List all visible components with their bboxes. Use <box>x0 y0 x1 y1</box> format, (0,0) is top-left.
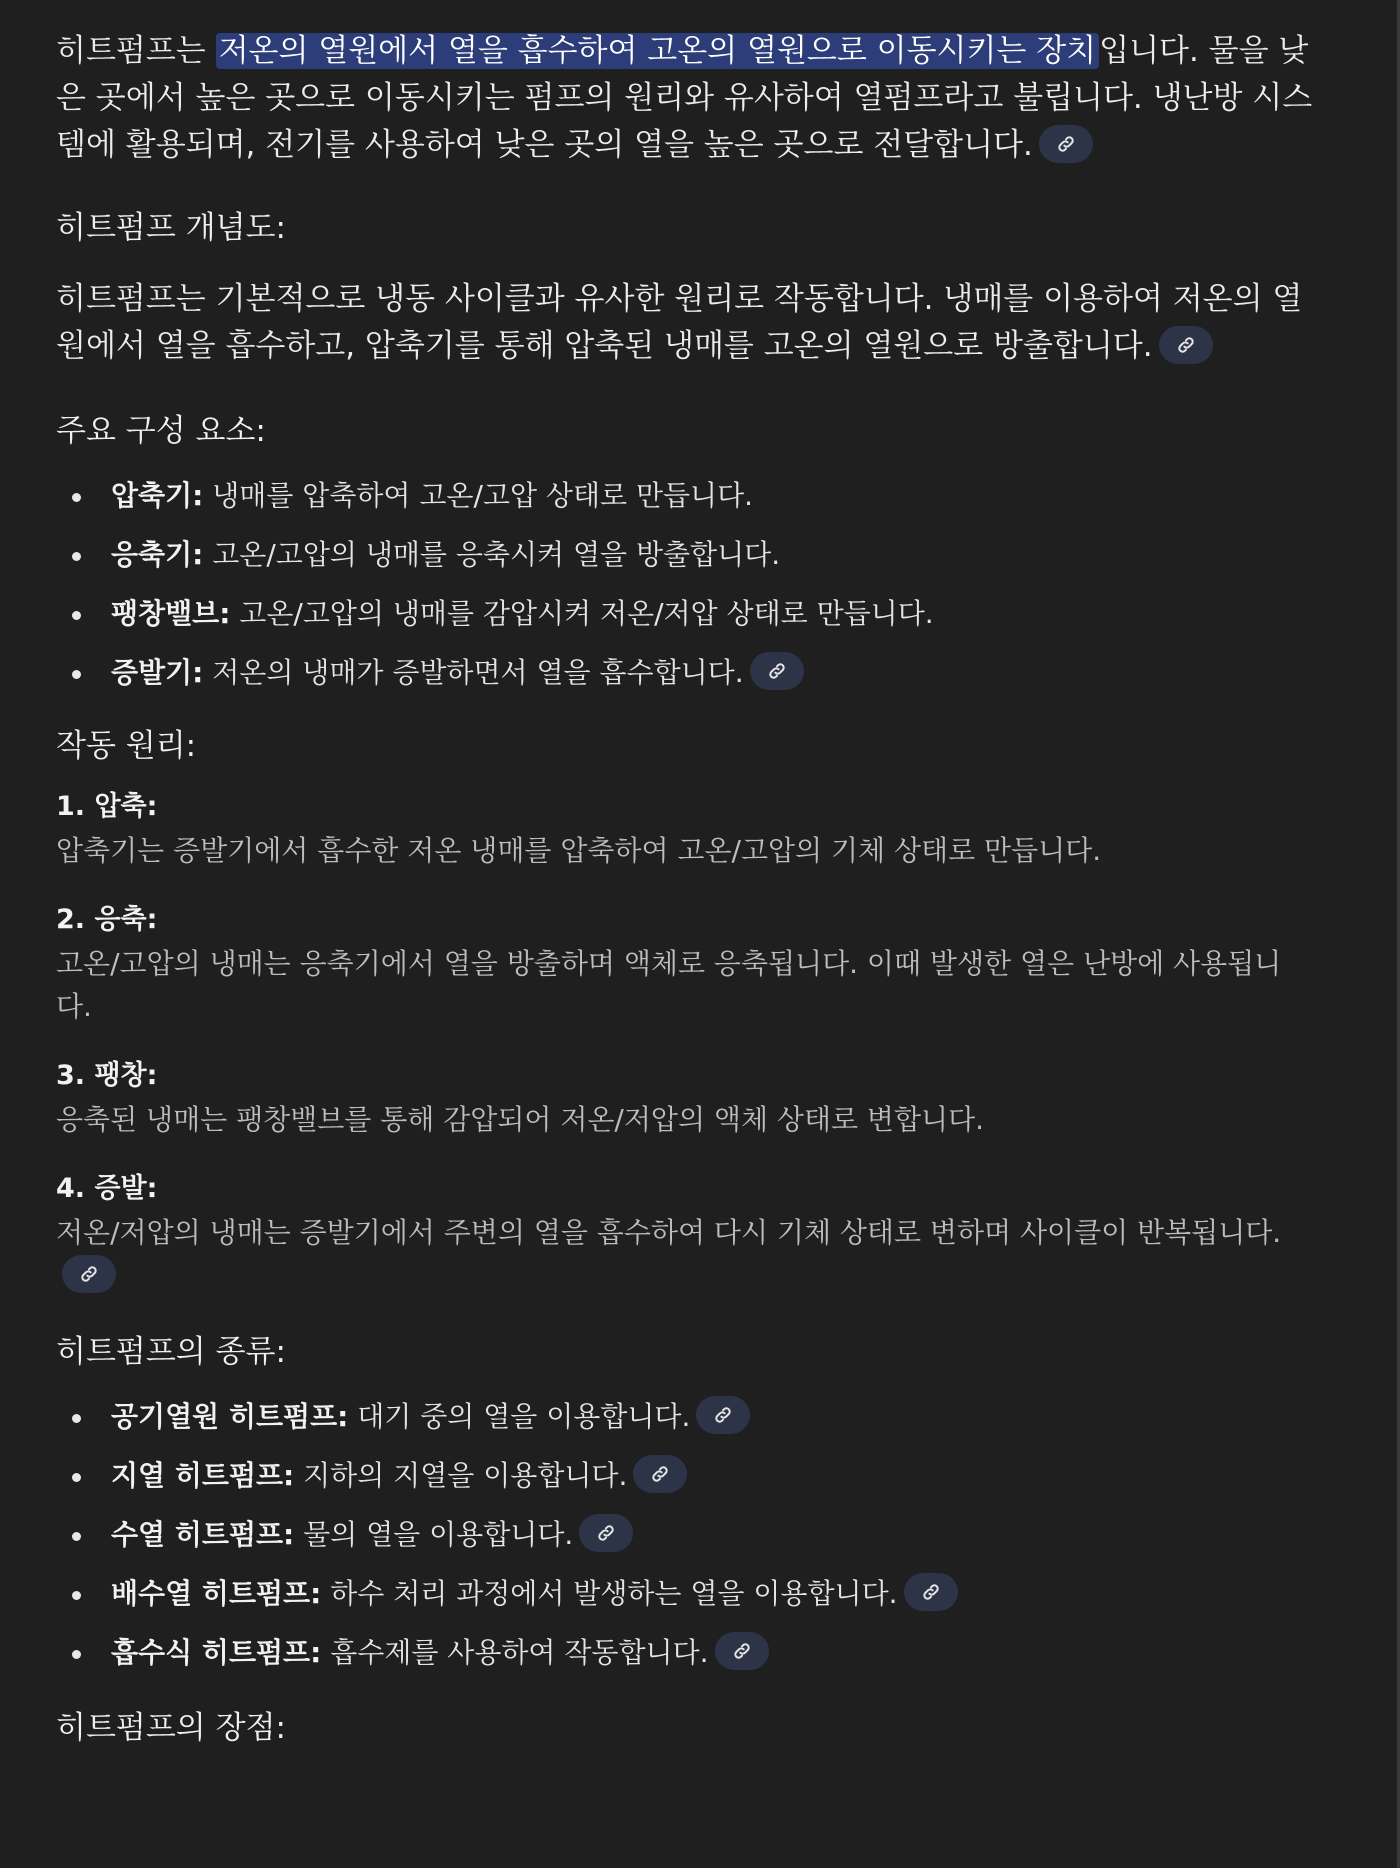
citation-link-button[interactable] <box>1159 326 1213 364</box>
principle-step <box>56 1171 1316 1297</box>
link-icon <box>650 1464 670 1484</box>
components-list <box>56 476 1316 693</box>
response-content <box>56 28 1316 1749</box>
citation-link-button[interactable] <box>579 1514 633 1552</box>
link-icon <box>732 1641 752 1661</box>
list-item <box>56 594 1316 634</box>
concept-text: 히트펌프는 기본적으로 냉동 사이클과 유사한 원리로 작동합니다. 냉매를 이용하여 저온의 열원에서 열을 흡수하고, 압축기를 통해 압축된 냉매를 고온의 열원으로 방출합니다. <box>56 281 1303 364</box>
citation-link-button[interactable] <box>62 1255 116 1293</box>
bullet-icon <box>72 611 81 620</box>
citation-link-button[interactable] <box>904 1573 958 1611</box>
list-item <box>56 476 1316 516</box>
section-heading-advantages: 히트펌프의 장점: <box>56 1710 286 1746</box>
step-title: 3. 팽창: <box>56 1060 158 1091</box>
item-desc: 대기 중의 열을 이용합니다. <box>348 1400 691 1433</box>
citation-link-button[interactable] <box>696 1396 750 1434</box>
citation-link-button[interactable] <box>750 652 804 690</box>
item-term: 증발기: <box>111 656 204 689</box>
bullet-icon <box>72 1532 81 1541</box>
link-icon <box>767 661 787 681</box>
concept-paragraph <box>56 276 1316 370</box>
citation-link-button[interactable] <box>1039 125 1093 163</box>
intro-paragraph <box>56 28 1316 169</box>
list-item <box>56 535 1316 575</box>
highlighted-text: 저온의 열원에서 열을 흡수하여 고온의 열원으로 이동시키는 장치 <box>216 33 1100 69</box>
bullet-icon <box>72 1473 81 1482</box>
bullet-icon <box>72 1414 81 1423</box>
link-icon <box>921 1582 941 1602</box>
step-title: 4. 증발: <box>56 1173 158 1204</box>
item-desc: 지하의 지열을 이용합니다. <box>294 1459 628 1492</box>
citation-link-button[interactable] <box>633 1455 687 1493</box>
item-desc: 하수 처리 과정에서 발생하는 열을 이용합니다. <box>321 1577 898 1610</box>
item-term: 공기열원 히트펌프: <box>111 1400 349 1433</box>
link-icon <box>1176 335 1196 355</box>
item-term: 흡수식 히트펌프: <box>111 1636 322 1669</box>
types-list <box>56 1397 1316 1673</box>
item-term: 팽창밸브: <box>111 597 231 630</box>
link-icon <box>713 1405 733 1425</box>
bullet-icon <box>72 493 81 502</box>
list-item <box>56 1574 1316 1614</box>
link-icon <box>79 1264 99 1284</box>
list-item <box>56 653 1316 693</box>
bullet-icon <box>72 552 81 561</box>
step-body: 압축기는 증발기에서 흡수한 저온 냉매를 압축하여 고온/고압의 기체 상태로 만듭니다. <box>56 834 1102 867</box>
link-icon <box>596 1523 616 1543</box>
bullet-icon <box>72 670 81 679</box>
principle-step <box>56 1058 1316 1141</box>
principle-step <box>56 789 1316 872</box>
section-heading-types: 히트펌프의 종류: <box>56 1334 286 1370</box>
step-body-text: 저온/저압의 냉매는 증발기에서 주변의 열을 흡수하여 다시 기체 상태로 변하며 사이클이 반복됩니다. <box>56 1216 1282 1249</box>
item-desc: 저온의 냉매가 증발하면서 열을 흡수합니다. <box>203 656 744 689</box>
intro-text-after: 입니다. 물을 낮은 곳에서 높은 곳으로 이동시키는 펌프의 원리와 유사하여 열펌프라고 불립니다. 냉난방 시스템에 활용되며, 전기를 사용하여 낮은 곳의 열을 높은 곳으로 전달합니다. <box>56 33 1313 163</box>
item-term: 응축기: <box>111 538 204 571</box>
item-desc: 냉매를 압축하여 고온/고압 상태로 만듭니다. <box>203 479 754 512</box>
bullet-icon <box>72 1650 81 1659</box>
item-desc: 물의 열을 이용합니다. <box>294 1518 574 1551</box>
item-desc: 흡수제를 사용하여 작동합니다. <box>321 1636 709 1669</box>
list-item <box>56 1456 1316 1496</box>
list-item <box>56 1515 1316 1555</box>
list-item <box>56 1633 1316 1673</box>
step-title: 1. 압축: <box>56 791 158 822</box>
item-term: 배수열 히트펌프: <box>111 1577 322 1610</box>
item-desc: 고온/고압의 냉매를 감압시켜 저온/저압 상태로 만듭니다. <box>230 597 934 630</box>
step-body: 응축된 냉매는 팽창밸브를 통해 감압되어 저온/저압의 액체 상태로 변합니다. <box>56 1103 985 1136</box>
item-term: 압축기: <box>111 479 204 512</box>
bullet-icon <box>72 1591 81 1600</box>
section-heading-principle: 작동 원리: <box>56 728 197 764</box>
step-body-with-link <box>56 1211 1316 1297</box>
item-term: 지열 히트펌프: <box>111 1459 295 1492</box>
section-heading-concept: 히트펌프 개념도: <box>56 210 286 246</box>
list-item <box>56 1397 1316 1437</box>
step-body: 고온/고압의 냉매는 응축기에서 열을 방출하며 액체로 응축됩니다. 이때 발생한 열은 난방에 사용됩니다. <box>56 947 1282 1023</box>
item-term: 수열 히트펌프: <box>111 1518 295 1551</box>
citation-link-button[interactable] <box>715 1632 769 1670</box>
item-desc: 고온/고압의 냉매를 응축시켜 열을 방출합니다. <box>203 538 781 571</box>
intro-text-before: 히트펌프는 <box>56 33 216 69</box>
principle-step <box>56 902 1316 1028</box>
link-icon <box>1056 134 1076 154</box>
section-heading-components: 주요 구성 요소: <box>56 413 266 449</box>
step-title: 2. 응축: <box>56 904 158 935</box>
